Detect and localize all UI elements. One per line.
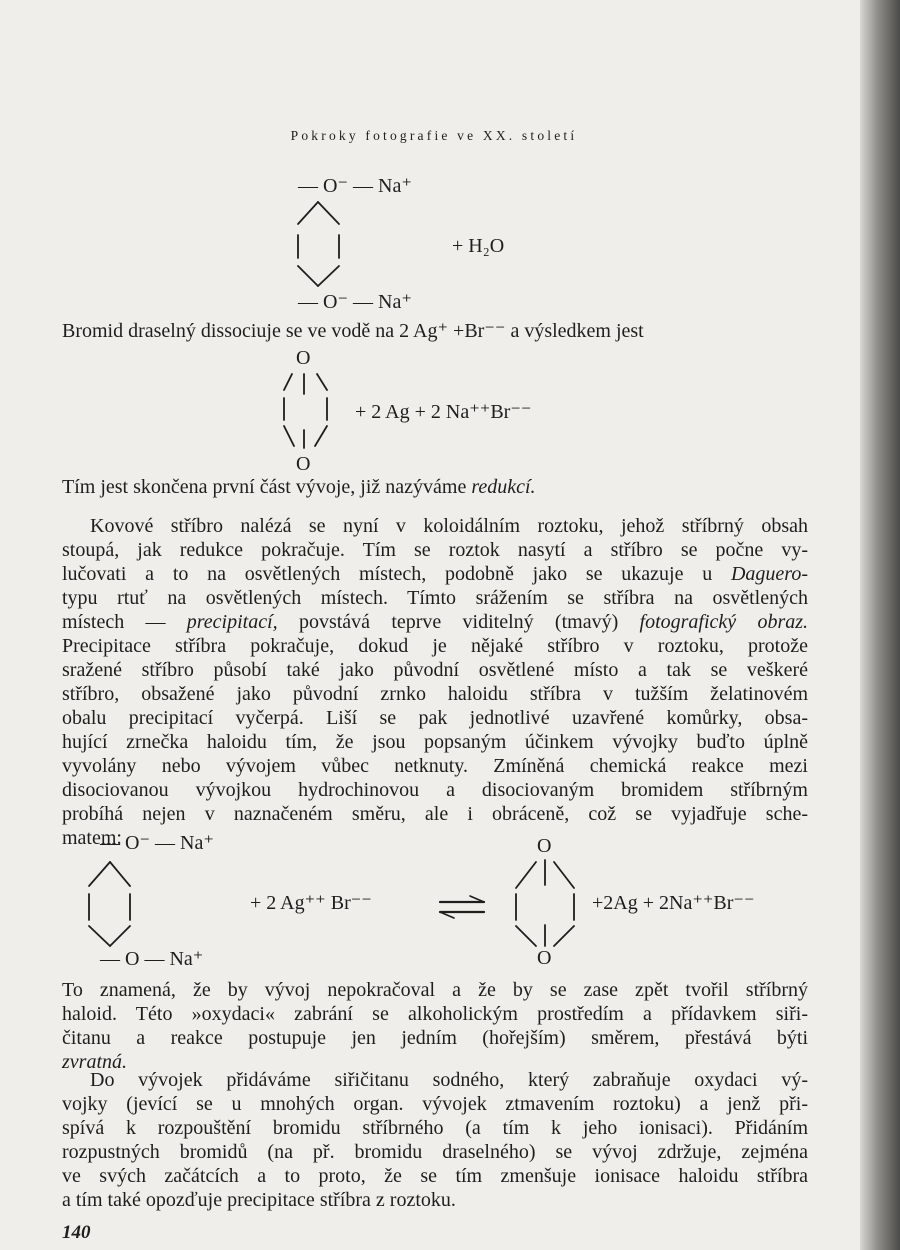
- benzene-ring-3: [89, 862, 130, 946]
- term-daguerrotype: Daguero-: [730, 563, 808, 585]
- formula3-top-group: — O⁻ — Na⁺: [100, 832, 214, 854]
- para1-line: obalu precipitací vyčerpá. Liší se pak jednotlivé uzavřené komůrky, obsa-: [62, 707, 808, 729]
- quinone-ring-2: [284, 374, 327, 448]
- para2-line: haloid. Této »oxydaci« zabrání se alkoholickým prostředím a přídavkem siři-: [62, 1003, 808, 1025]
- formula2-oxygen-top: O: [296, 347, 311, 369]
- formula3-oxygen-bottom: O: [537, 947, 552, 969]
- running-header: Pokroky fotografie ve XX. století: [290, 128, 578, 143]
- para3-line: Do vývojek přidáváme siřičitanu sodného, který zabraňuje oxydaci vý-: [90, 1069, 808, 1091]
- para2-line: čitanu a reakce postupuje jen jedním (hořejším) směrem, přestává býti: [62, 1027, 808, 1049]
- page-number: 140: [62, 1222, 91, 1243]
- formula2-products: + 2 Ag + 2 Na⁺⁺Br⁻⁻: [355, 401, 532, 423]
- formula3-silver-bromide: + 2 Ag⁺⁺ Br⁻⁻: [250, 892, 372, 914]
- para1-line: probíhá nejen v naznačeném směru, ale i obráceně, což se vyjadřuje sche-: [62, 803, 808, 825]
- term-precipitation: precipitací,: [186, 611, 278, 633]
- formula1-bottom-group: — O⁻ — Na⁺: [298, 291, 412, 313]
- benzene-ring-1: [298, 202, 339, 286]
- para3-line: vojky (jevící se u mnohých organ. vývojek ztmavením roztoku) a jenž při-: [62, 1093, 808, 1115]
- para3-line: rozpustných bromidů (na př. bromidu draselného) se vývoj zdržuje, zejména: [62, 1141, 808, 1163]
- term-reversible: zvratná.: [62, 1051, 127, 1073]
- para1-line: stříbro, obsažené jako původní zrnko haloidu stříbra v tužším želatinovém: [62, 683, 808, 705]
- para1-line: lučovati a to na osvětlených místech, podobně jako se ukazuje u Daguero-: [62, 563, 808, 585]
- equilibrium-arrows: [440, 896, 484, 918]
- term-photographic-image: fotografický obraz.: [639, 611, 809, 633]
- sentence-reduction-text: Tím jest skončena první část vývoje, již nazýváme: [62, 476, 467, 498]
- para3-line: ve svých začátcích a to proto, že se tím zmenšuje ionisace haloidu stříbra: [62, 1165, 808, 1187]
- para2-line: To znamená, že by vývoj nepokračoval a že by se zase zpět tvořil stříbrný: [62, 979, 808, 1001]
- para3-line: spívá k rozpouštění bromidu stříbrného (a tím k jeho ionisaci). Přidáním: [62, 1117, 808, 1139]
- para1-line: sražené stříbro působí také jako původní osvětlené místo a tak se veškeré: [62, 659, 808, 681]
- para1-line: místech — precipitací, povstává teprve viditelný (tmavý) fotografický obraz.: [62, 611, 809, 633]
- term-reduction: redukcí.: [471, 476, 536, 498]
- formula3-products: +2Ag + 2Na⁺⁺Br⁻⁻: [592, 892, 755, 914]
- para1-line: Precipitace stříbra pokračuje, dokud je nějaké stříbro v roztoku, protože: [62, 635, 808, 657]
- para3-line: a tím také opozďuje precipitace stříbra z roztoku.: [62, 1189, 456, 1211]
- para1-line: vyvolány nebo vývojem vůbec netknuty. Zmíněná chemická reakce mezi: [62, 755, 808, 777]
- formula1-water: + H₂O: [452, 235, 505, 257]
- formula2-oxygen-bottom: O: [296, 453, 311, 475]
- formula3-bottom-group: — O — Na⁺: [100, 948, 204, 970]
- formula3-oxygen-top: O: [537, 835, 552, 857]
- para1-line: Kovové stříbro nalézá se nyní v koloidálním roztoku, jehož stříbrný obsah: [90, 515, 808, 537]
- para1-line: typu rtuť na osvětlených místech. Tímto srážením se stříbra na osvětlených: [62, 587, 808, 609]
- para1-line: matem:: [62, 827, 122, 849]
- para1-line: disociovanou vývojkou hydrochinovou a disociovaným bromidem stříbrným: [62, 779, 808, 801]
- para1-line: stoupá, jak redukce pokračuje. Tím se roztok nasytí a stříbro se počne vy-: [62, 539, 808, 561]
- quinone-ring-3: [516, 860, 574, 946]
- sentence-bromide-dissociation: Bromid draselný dissociuje se ve vodě na 2 Ag⁺ +Br⁻⁻ a výsledkem jest: [62, 320, 644, 342]
- para1-line: hující zrnečka haloidu tím, že jsou popsaným účinkem vývojky buďto úplně: [62, 731, 808, 753]
- formula1-top-group: — O⁻ — Na⁺: [298, 175, 412, 197]
